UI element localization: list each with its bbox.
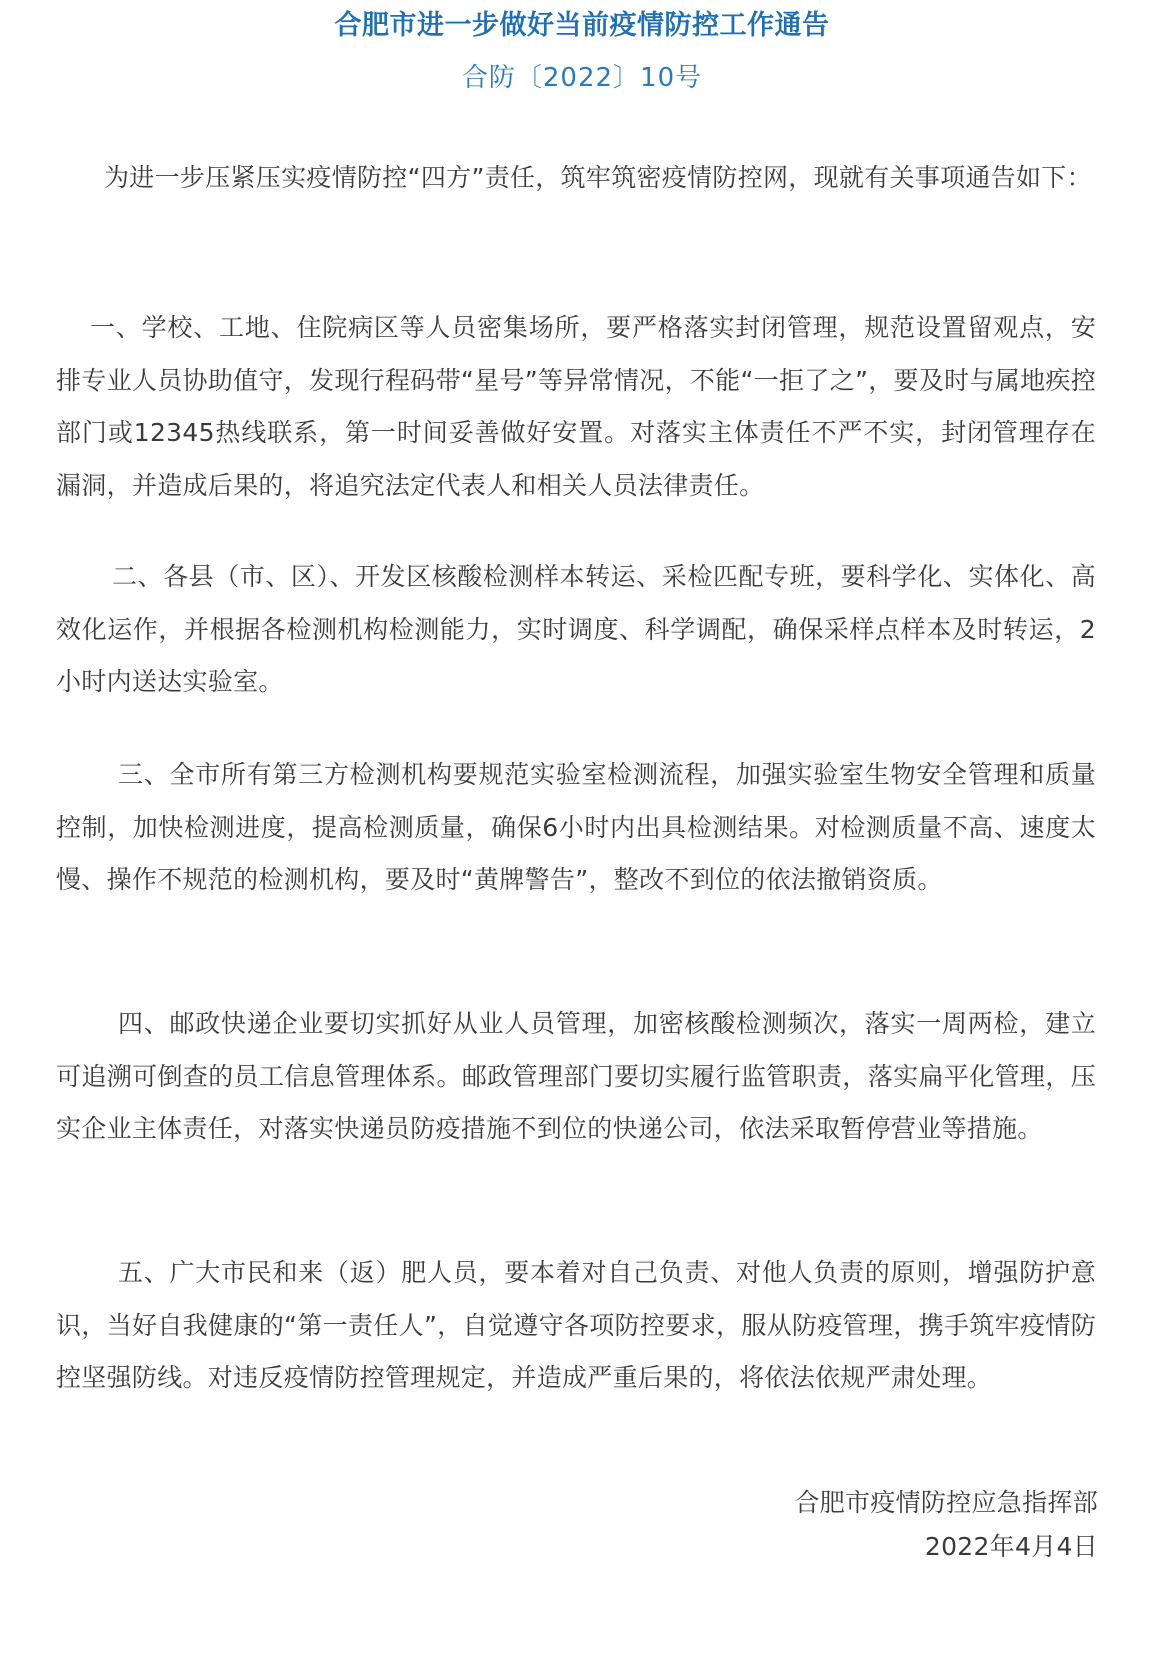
item-paragraph-3: 三、全市所有第三方检测机构要规范实验室检测流程，加强实验室生物安全管理和质量控制，加快检测进度，提高检测质量，确保6小时内出具检测结果。对检测质量不高、速度太慢、操作不规范的检测机构，要及时“黄牌警告”，整改不到位的依法撤销资质。: [56, 760, 1096, 894]
signature-date: 2022年4月4日: [924, 1532, 1098, 1561]
intro-paragraph: 为进一步压紧压实疫情防控“四方”责任，筑牢筑密疫情防控网，现就有关事项通告如下：: [104, 163, 1092, 192]
item-paragraph-4: 四、邮政快递企业要切实抓好从业人员管理，加密核酸检测频次，落实一周两检，建立可追溯可倒查的员工信息管理体系。邮政管理部门要切实履行监管职责，落实扁平化管理，压实企业主体责任，对落实快递员防疫措施不到位的快递公司，依法采取暂停营业等措施。: [56, 1009, 1096, 1143]
signature-organization: 合肥市疫情防控应急指挥部: [794, 1488, 1098, 1517]
item-paragraph-1: 一、学校、工地、住院病区等人员密集场所，要严格落实封闭管理，规范设置留观点，安排专业人员协助值守，发现行程码带“星号”等异常情况，不能“一拒了之”，要及时与属地疾控部门或12345热线联系，第一时间妥善做好安置。对落实主体责任不严不实，封闭管理存在漏洞，并造成后果的，将追究法定代表人和相关人员法律责任。: [56, 313, 1096, 500]
document-number: 合防〔2022〕10号: [461, 63, 703, 93]
item-paragraph-2: 二、各县（市、区）、开发区核酸检测样本转运、采检匹配专班，要科学化、实体化、高效化运作，并根据各检测机构检测能力，实时调度、科学调配，确保采样点样本及时转运，2小时内送达实验室。: [56, 562, 1096, 696]
notice-title: 合肥市进一步做好当前疫情防控工作通告: [334, 10, 830, 41]
item-paragraph-5: 五、广大市民和来（返）肥人员，要本着对自己负责、对他人负责的原则，增强防护意识，当好自我健康的“第一责任人”，自觉遵守各项防控要求，服从防疫管理，携手筑牢疫情防控坚强防线。对违反疫情防控管理规定，并造成严重后果的，将依法依规严肃处理。: [56, 1258, 1096, 1392]
